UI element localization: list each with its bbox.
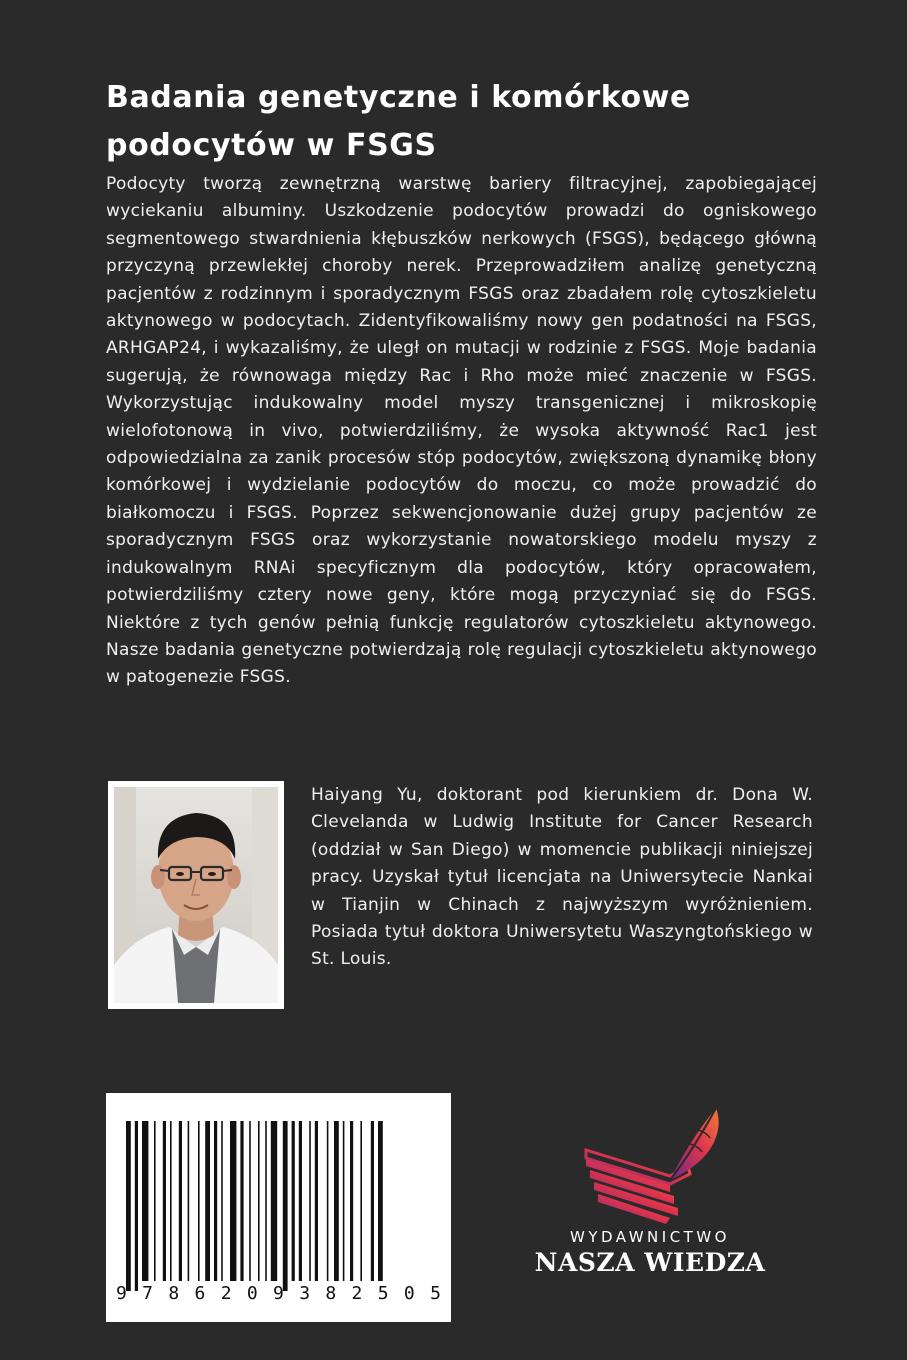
barcode-bar — [240, 1121, 243, 1281]
publisher-label: WYDAWNICTWO — [570, 1228, 730, 1246]
barcode-bar — [179, 1121, 182, 1281]
barcode-bar — [170, 1121, 172, 1281]
barcode-bar — [299, 1121, 302, 1281]
barcode-bar — [198, 1121, 200, 1281]
isbn-number — [116, 1283, 441, 1304]
isbn-digit: 5 — [377, 1283, 389, 1304]
barcode-bar — [350, 1121, 353, 1281]
barcode-bar — [292, 1121, 295, 1281]
author-bio: Haiyang Yu, doktorant pod kierunkiem dr. Dona W. Clevelanda w Ludwig Institute for Cancer Research (oddział w San Diego) w momencie publikacji niniejszej pracy. Uzyskał tytuł licencjata na Uniwersytecie Nankai w Tianjin w Chinach z najwyższym wyróżnieniem. Posiada tytuł doktora Uniwersytetu Waszyngtońskiego w St. Louis. — [311, 785, 813, 970]
barcode-bar — [309, 1121, 311, 1281]
author-photo — [114, 787, 278, 1003]
author-photo-frame — [108, 781, 284, 1009]
barcode-bar — [265, 1121, 267, 1281]
barcode-bar — [315, 1121, 318, 1281]
barcode-bar — [188, 1121, 190, 1281]
barcode-bar — [271, 1121, 277, 1281]
publisher-name: NASZA WIEDZA — [534, 1248, 766, 1277]
isbn-digit: 3 — [299, 1283, 311, 1304]
barcode-bar — [327, 1121, 329, 1281]
barcode-bar — [221, 1121, 223, 1281]
barcode-bar — [249, 1121, 251, 1281]
barcode-bar — [258, 1121, 260, 1281]
barcode-bar — [378, 1121, 383, 1281]
book-blurb: Podocyty tworzą zewnętrzną warstwę bariery filtracyjnej, zapobiegającej wyciekaniu albuminy. Uszkodzenie podocytów prowadzi do ogniskowego segmentowego stwardnienia kłębuszków nerkowych (FSGS), będącego główną przyczyną przewlekłej choroby nerek. Przeprowadziłem analizę genetyczną pacjentów z rodzinnym i sporadycznym FSGS oraz zbadałem rolę cytoszkieletu aktynowego w podocytach. Zidentyfikowaliśmy nowy gen podatności na FSGS, ARHGAP24, i wykazaliśmy, że uległ on mutacji w rodzinie z FSGS. Moje badania sugerują, że równowaga między Rac i Rho może mieć znaczenie w FSGS. Wykorzystując indukowalny model myszy transgenicznej i mikroskopię wielofotonową in vivo, potwierdziliśmy, że wysoka aktywność Rac1 jest odpowiedzialna za zanik procesów stóp podocytów, zwiększoną dynamikę błony komórkowej i wydzielanie podocytów do moczu, co może prowadzić do białkomoczu i FSGS. Poprzez sekwencjonowanie dużej grupy pacjentów ze sporadycznym FSGS oraz wykorzystanie nowatorskiego modelu myszy z indukowalnym RNAi specyficznym dla podocytów, który opracowałem, potwierdziliśmy cztery nowe geny, które mogą przyczyniać się do FSGS. Niektóre z tych genów pełnią funkcję regulatorów cytoszkieletu aktynowego. Nasze badania genetyczne potwierdzają rolę regulacji cytoszkieletu aktynowego w patogenezie FSGS. — [106, 174, 817, 688]
isbn-digit: 9 — [116, 1283, 127, 1304]
book-quill-logo-icon — [520, 1100, 780, 1230]
barcode-bar — [360, 1121, 362, 1281]
barcode-bar — [135, 1121, 138, 1291]
barcode-bar — [214, 1121, 217, 1281]
barcode-bar — [334, 1121, 339, 1281]
isbn-barcode — [106, 1093, 451, 1322]
isbn-digit: 2 — [220, 1283, 232, 1304]
barcode-bar — [154, 1121, 156, 1281]
barcode-bar — [230, 1121, 236, 1281]
barcode-bar — [343, 1121, 345, 1281]
barcode-bar — [283, 1121, 288, 1291]
isbn-digit: 7 — [142, 1283, 154, 1304]
barcode-bar — [126, 1121, 131, 1291]
isbn-digit: 9 — [273, 1283, 284, 1304]
isbn-digit: 6 — [194, 1283, 206, 1304]
book-title: Badania genetyczne i komórkowe podocytów w FSGS — [106, 80, 691, 163]
isbn-digit: 8 — [325, 1283, 337, 1304]
isbn-digit: 5 — [430, 1283, 441, 1304]
isbn-digit: 2 — [351, 1283, 363, 1304]
publisher-logo — [520, 1100, 780, 1300]
isbn-digit: 8 — [168, 1283, 180, 1304]
isbn-digit: 0 — [403, 1283, 415, 1304]
barcode-bar — [205, 1121, 210, 1281]
isbn-digit: 0 — [246, 1283, 258, 1304]
barcode-bar — [142, 1121, 148, 1281]
barcode-bar — [163, 1121, 166, 1281]
barcode-bar — [371, 1121, 374, 1281]
